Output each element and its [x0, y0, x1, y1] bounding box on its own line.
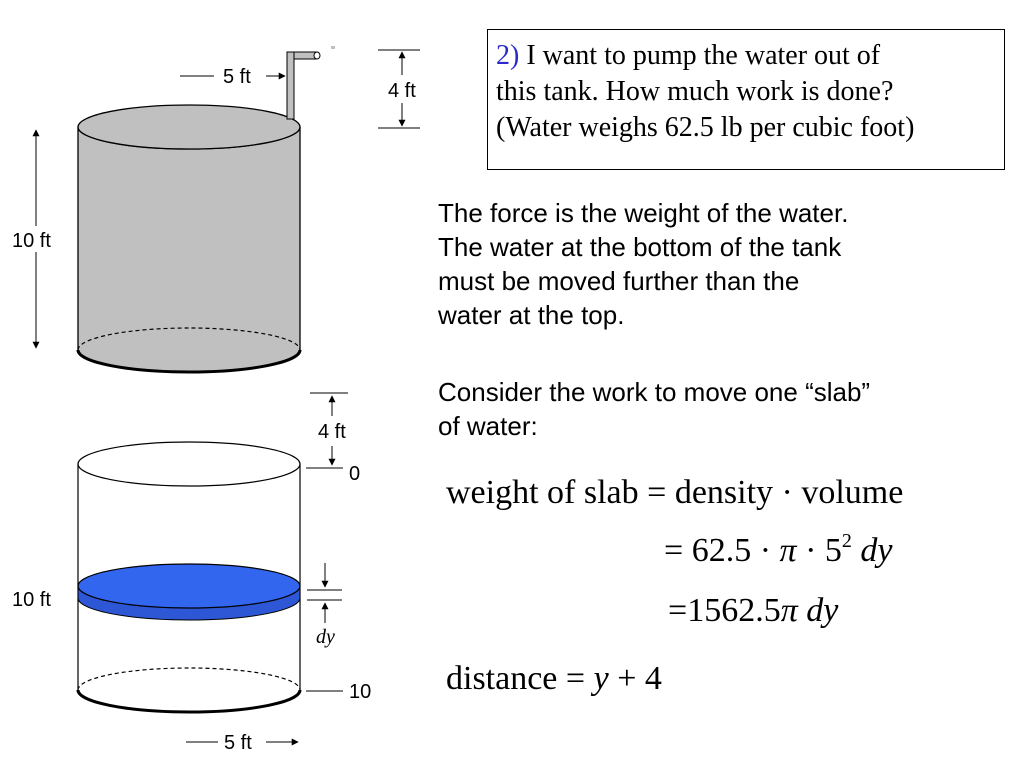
- bottom-radius-label: 5 ft: [224, 732, 252, 754]
- top-tank-height-dimension: [12, 130, 51, 348]
- weight-equation: [446, 474, 903, 512]
- problem-line: I want to pump the water out of: [526, 40, 881, 71]
- problem-line: this tank. How much work is done?: [496, 75, 894, 107]
- depth-zero-marker: [306, 463, 360, 485]
- bottom-pipe-height-dimension: [310, 393, 348, 465]
- radius-exponent: 2: [841, 530, 852, 552]
- bottom-radius-dimension: [186, 732, 298, 754]
- dy-label: dy: [316, 626, 335, 648]
- top-tank-height-label: 10 ft: [12, 230, 51, 252]
- depth-ten-label: 10: [349, 681, 372, 703]
- slab-intro-line: Consider the work to move one “slab”: [438, 377, 871, 407]
- pi-symbol: π: [780, 592, 798, 629]
- bottom-tank-height-label: 10 ft: [12, 589, 51, 611]
- slab-tank-top: [78, 442, 300, 486]
- explanation-line: The water at the bottom of the tank: [438, 232, 842, 263]
- tank-diagrams: [0, 0, 440, 768]
- weight-lhs: weight of slab: [446, 474, 639, 511]
- weight-step-1: = $62.5 \cdot \pi \cdot 5^2$ dy: [664, 530, 893, 569]
- distance-y: y: [593, 660, 609, 697]
- top-radius-label: 5 ft: [223, 66, 251, 88]
- bottom-pipe-height-label: 4 ft: [318, 421, 346, 443]
- equals-sign: =: [647, 474, 667, 511]
- water-slab: [78, 564, 300, 620]
- discharge-pipe: [287, 46, 335, 119]
- distance-lhs: distance: [446, 660, 558, 697]
- slab-intro-paragraph: [438, 375, 870, 443]
- problem-number: 2): [496, 40, 520, 71]
- weight-step-2: [668, 592, 838, 630]
- top-pipe-height-label: 4 ft: [388, 80, 416, 102]
- explanation-line: The force is the weight of the water.: [438, 198, 849, 228]
- slab-thickness-dimension: [307, 563, 342, 648]
- weight-rhs: density · volume: [674, 474, 904, 511]
- full-tank: [78, 105, 300, 372]
- full-tank-water: [78, 127, 300, 372]
- problem-statement: [487, 29, 1005, 170]
- equals-sign: =: [664, 532, 684, 569]
- full-tank-top-surface: [78, 105, 300, 149]
- pi-symbol: π: [779, 532, 797, 569]
- dy-term: dy: [806, 592, 839, 629]
- step1-value: 62.5: [691, 532, 752, 569]
- depth-zero-label: 0: [349, 463, 361, 485]
- depth-ten-marker: [306, 681, 371, 703]
- equals-sign: =: [565, 660, 586, 697]
- radius-base: 5: [824, 532, 842, 569]
- slab-intro-line: of water:: [438, 411, 538, 442]
- problem-line: (Water weighs 62.5 lb per cubic foot): [496, 111, 915, 143]
- distance-rest: + 4: [617, 660, 662, 697]
- slab-tank-bottom-back-edge: [78, 668, 300, 690]
- distance-equation: [446, 660, 662, 698]
- explanation-line: must be moved further than the: [438, 266, 800, 297]
- step2-value: 1562.5: [687, 592, 781, 629]
- explanation-line: water at the top.: [438, 300, 625, 331]
- dy-term: dy: [860, 532, 893, 569]
- top-radius-dimension: [180, 66, 285, 88]
- top-pipe-height-dimension: [378, 50, 420, 128]
- slab-tank-bottom-front-edge: [78, 690, 300, 712]
- equals-sign: =: [668, 592, 688, 629]
- explanation-paragraph: [438, 196, 848, 332]
